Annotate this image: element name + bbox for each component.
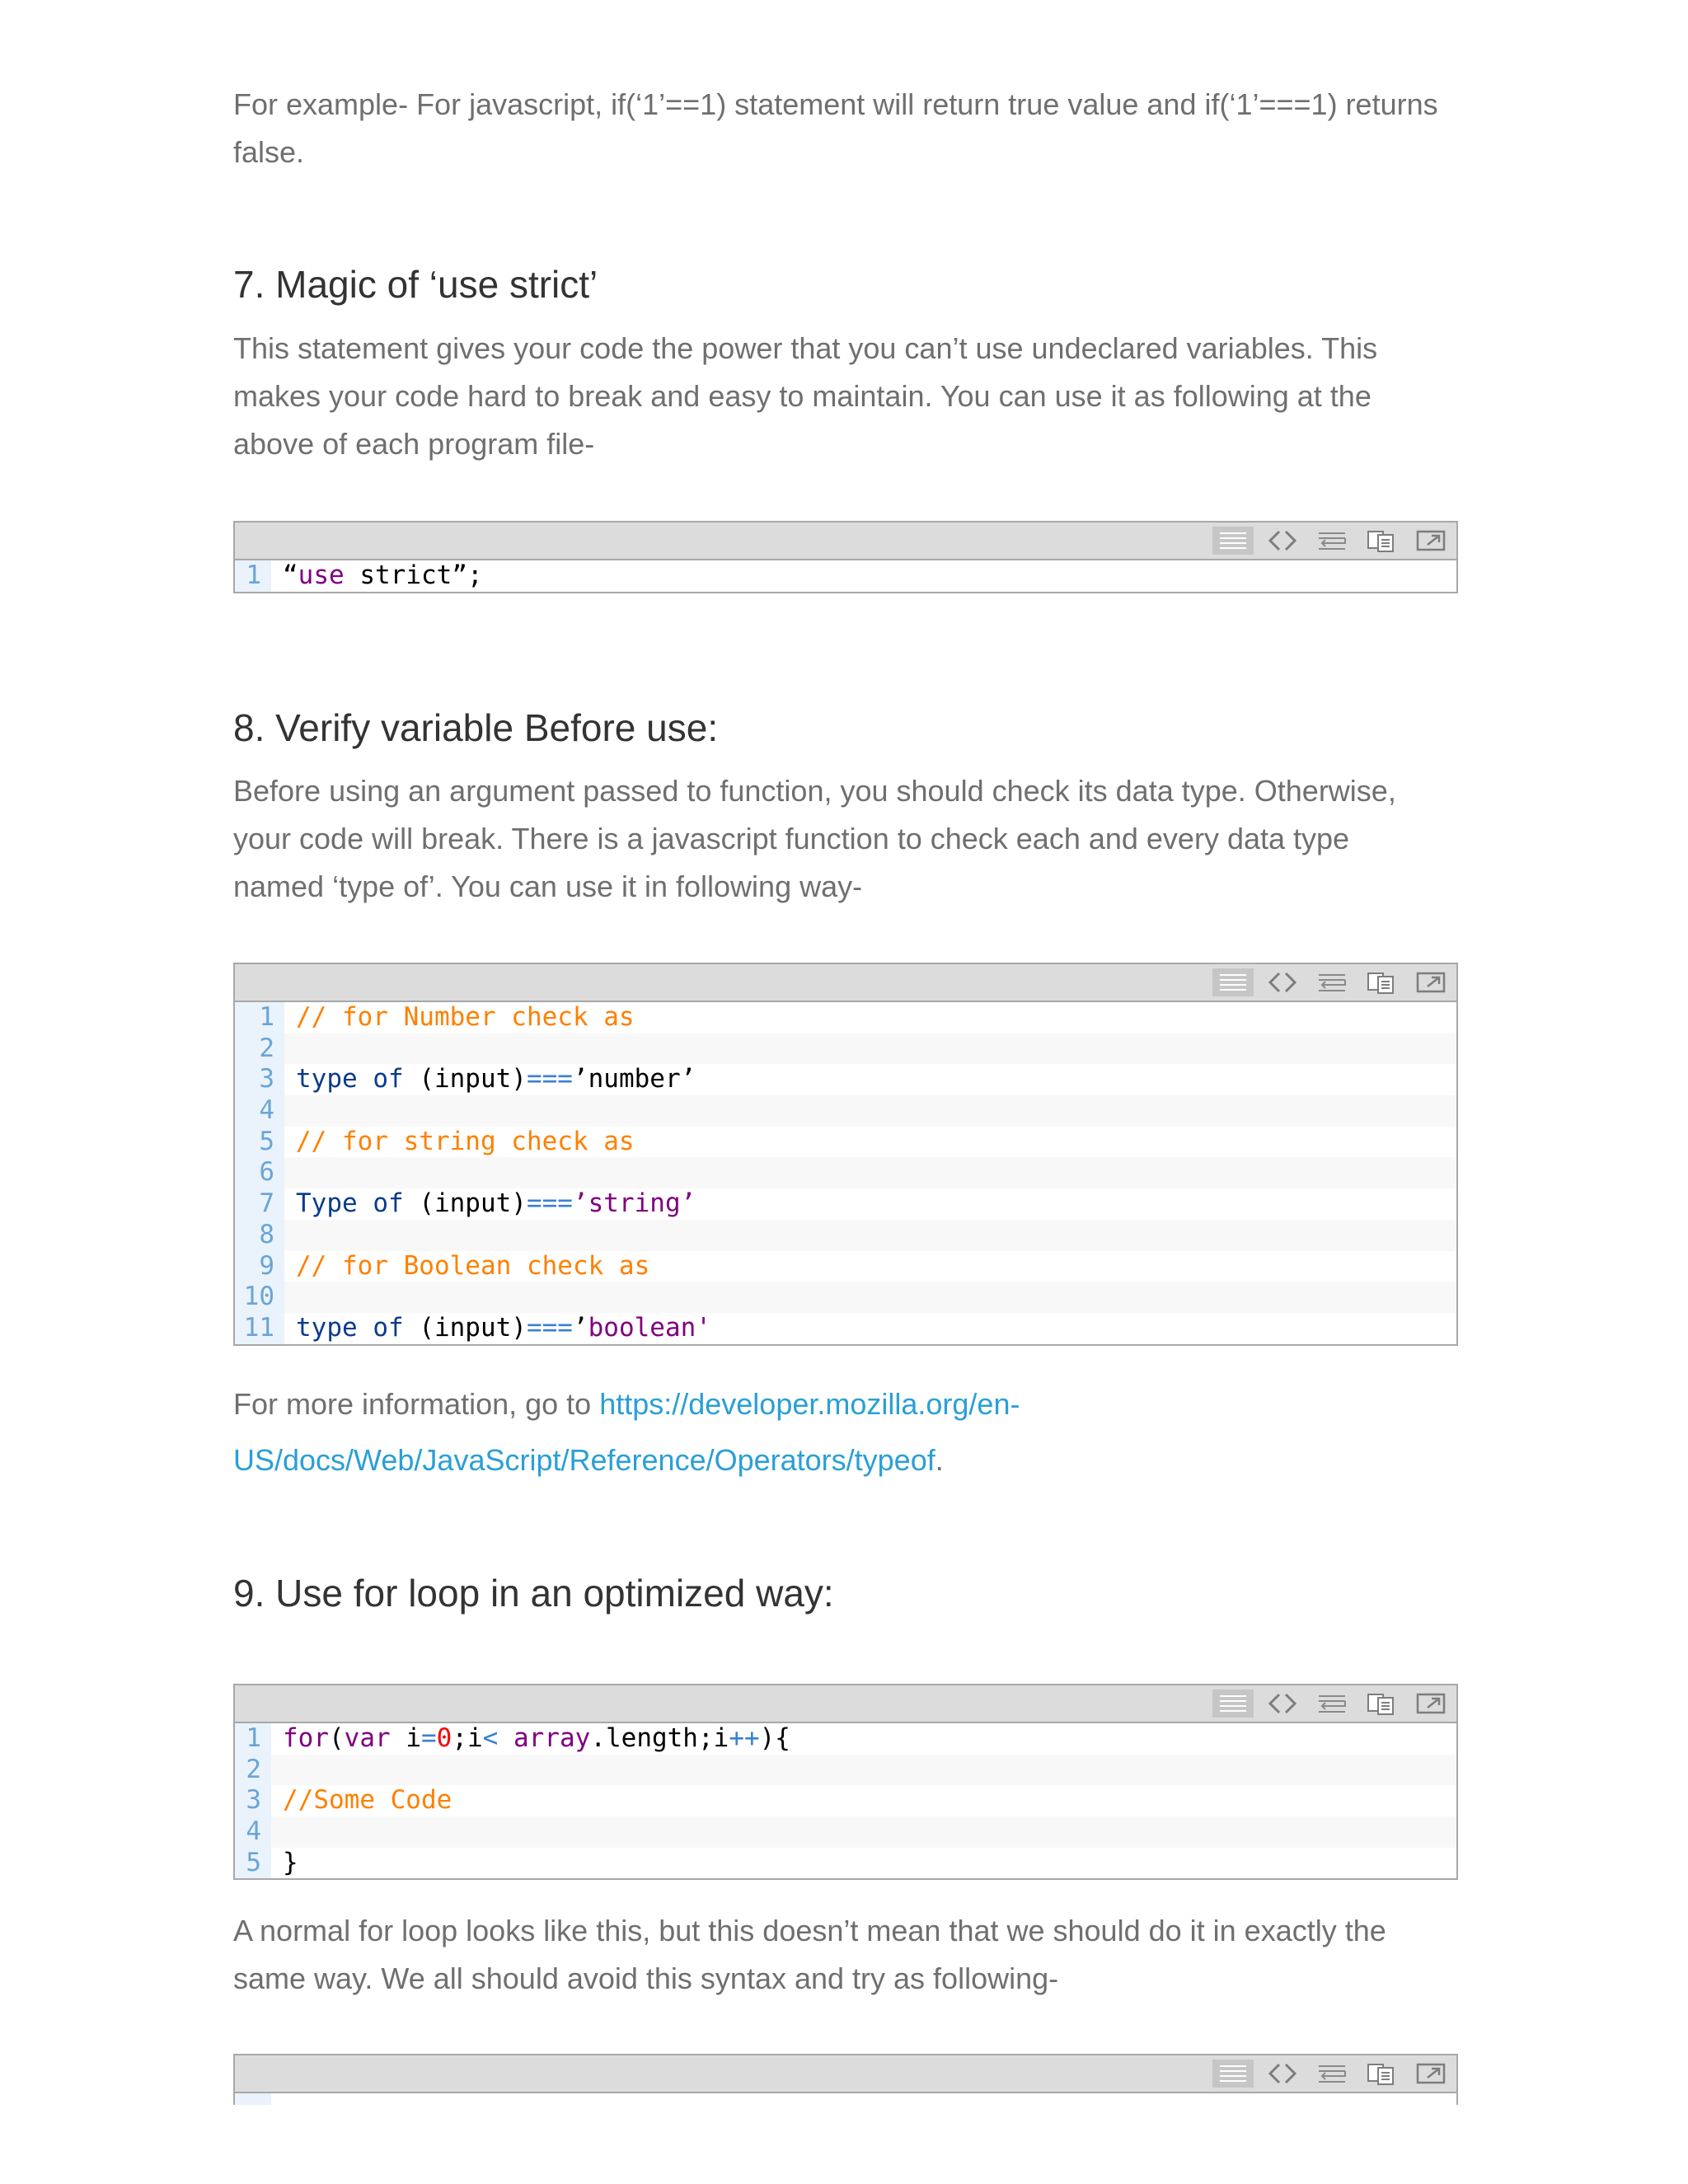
wrap-icon[interactable]	[1311, 2060, 1353, 2088]
code-token: ;i	[452, 1723, 483, 1753]
code-line	[235, 1064, 1456, 1095]
code-line	[235, 1755, 1456, 1786]
more-info-prefix: For more information, go to	[233, 1387, 600, 1421]
highlight-toggle-icon[interactable]	[1262, 968, 1303, 996]
code-toolbar	[235, 523, 1456, 560]
code-block-typeof	[233, 963, 1458, 1346]
code-token: .length;i	[590, 1723, 729, 1753]
mdn-typeof-link-continued[interactable]: US/docs/Web/JavaScript/Reference/Operators/typeof	[233, 1443, 935, 1477]
line-number: 2	[235, 1033, 284, 1065]
copy-icon[interactable]	[1361, 968, 1402, 996]
code-token: type of	[296, 1312, 420, 1343]
code-lines	[235, 1723, 1456, 1878]
line-number: 11	[235, 1313, 284, 1344]
line-number: 1	[235, 1723, 271, 1755]
code-token: ’number’	[572, 1064, 696, 1094]
section-9-after-line: same way. We all should avoid this syntax and try as following-	[233, 1961, 1059, 1995]
code-line	[235, 1282, 1456, 1313]
code-token: type of	[296, 1064, 420, 1094]
code-text	[284, 1064, 696, 1095]
line-number: 1	[235, 560, 271, 592]
code-line	[235, 1723, 1456, 1755]
code-text	[271, 560, 483, 592]
code-text	[271, 1816, 283, 1848]
code-text	[271, 1755, 283, 1786]
code-line	[235, 1251, 1456, 1282]
code-token: =	[421, 1723, 437, 1753]
popup-icon[interactable]	[1410, 2060, 1451, 2088]
popup-icon[interactable]	[1410, 527, 1451, 555]
intro-paragraph	[233, 81, 1458, 176]
line-number: 8	[235, 1220, 284, 1251]
code-text	[271, 1723, 790, 1755]
code-token: array	[498, 1723, 591, 1753]
code-token: ’string’	[572, 1188, 696, 1219]
code-line	[235, 1816, 1456, 1848]
line-number: 9	[235, 1251, 284, 1282]
code-line	[235, 1313, 1456, 1344]
code-text	[284, 1127, 635, 1158]
section-8-title: 8. Verify variable Before use:	[233, 706, 719, 749]
line-number: 5	[235, 1848, 271, 1879]
code-text	[284, 1251, 649, 1282]
code-line	[235, 1848, 1456, 1879]
code-token: ’	[572, 1312, 588, 1343]
code-line	[235, 560, 1456, 592]
line-number: 4	[235, 1095, 284, 1127]
line-number: 10	[235, 1282, 284, 1313]
code-token: ){	[759, 1723, 790, 1753]
code-toolbar-tools	[1212, 2060, 1451, 2088]
intro-line-1: For example- For javascript, if(‘1’==1) statement will return true value and if(‘1’===1) returns	[233, 87, 1438, 121]
line-number: 3	[235, 1064, 284, 1095]
code-line	[235, 1127, 1456, 1158]
code-text	[271, 1848, 298, 1879]
code-token: (input)	[419, 1064, 527, 1094]
line-number: 1	[235, 1002, 284, 1033]
code-token: }	[283, 1847, 298, 1877]
code-token: ===	[526, 1064, 573, 1094]
code-token: (	[329, 1723, 345, 1753]
code-line	[235, 1785, 1456, 1816]
view-source-icon[interactable]	[1212, 1690, 1254, 1718]
view-source-icon[interactable]	[1212, 968, 1254, 996]
section-7-body-line: above of each program file-	[233, 427, 595, 461]
code-token: //Some Code	[283, 1785, 452, 1816]
code-text	[284, 1220, 296, 1251]
section-7-body	[233, 325, 1458, 468]
code-toolbar	[235, 1685, 1456, 1723]
section-7-body-line: This statement gives your code the power that you can’t use undeclared variables. This	[233, 331, 1378, 365]
view-source-icon[interactable]	[1212, 527, 1254, 555]
code-token: “	[283, 560, 298, 590]
section-7-title: 7. Magic of ‘use strict’	[233, 263, 598, 306]
highlight-toggle-icon[interactable]	[1262, 527, 1303, 555]
code-token: // for string check as	[296, 1126, 635, 1156]
code-token: strict”;	[344, 560, 483, 590]
more-info-suffix: .	[935, 1443, 944, 1477]
code-token: // for Boolean check as	[296, 1250, 650, 1281]
code-token: ===	[526, 1188, 573, 1219]
code-line	[235, 1157, 1456, 1188]
section-9	[233, 1568, 1458, 1618]
line-number: 2	[235, 1755, 271, 1786]
code-text	[271, 1785, 452, 1816]
line-number	[235, 2093, 271, 2105]
code-block-for-loop	[233, 1684, 1458, 1880]
view-source-icon[interactable]	[1212, 2060, 1254, 2088]
copy-icon[interactable]	[1361, 527, 1402, 555]
code-token: ===	[526, 1312, 573, 1343]
section-8-body-line: your code will break. There is a javascript function to check each and every data type	[233, 822, 1350, 855]
code-line	[235, 2093, 1456, 2105]
code-block-optimized-loop	[233, 2054, 1458, 2105]
code-text	[284, 1313, 711, 1344]
code-token: for	[283, 1723, 329, 1753]
code-text	[284, 1033, 296, 1065]
code-block-use-strict	[233, 521, 1458, 593]
more-info-paragraph	[233, 1376, 1458, 1488]
section-8-body	[233, 767, 1458, 911]
code-line	[235, 1033, 1456, 1065]
section-9-after	[233, 1907, 1458, 2003]
code-token: Type of	[296, 1188, 420, 1219]
code-line	[235, 1095, 1456, 1127]
intro-line-2: false.	[233, 135, 305, 169]
code-token: 0	[436, 1723, 452, 1753]
code-toolbar-tools	[1212, 968, 1451, 996]
line-number: 7	[235, 1188, 284, 1220]
line-number: 6	[235, 1157, 284, 1188]
code-token: <	[482, 1723, 499, 1753]
code-token: (input)	[419, 1312, 527, 1343]
code-toolbar	[235, 964, 1456, 1002]
code-toolbar	[235, 2055, 1456, 2093]
section-8-body-line: named ‘type of’. You can use it in following way-	[233, 869, 863, 903]
code-text	[284, 1282, 296, 1313]
copy-icon[interactable]	[1361, 1690, 1402, 1718]
popup-icon[interactable]	[1410, 1690, 1451, 1718]
wrap-icon[interactable]	[1311, 527, 1353, 555]
code-text	[284, 1002, 635, 1033]
line-number: 3	[235, 1785, 271, 1816]
code-token: use	[298, 560, 345, 590]
section-8-body-line: Before using an argument passed to function, you should check its data type. Otherwise,	[233, 774, 1396, 808]
code-lines	[235, 2093, 1456, 2105]
highlight-toggle-icon[interactable]	[1262, 1690, 1303, 1718]
code-token: i	[390, 1723, 421, 1753]
code-token: (input)	[419, 1188, 527, 1219]
code-token: var	[344, 1723, 391, 1753]
section-9-after-line: A normal for loop looks like this, but this doesn’t mean that we should do it in exactly the	[233, 1914, 1386, 1947]
code-text	[284, 1188, 696, 1220]
code-lines	[235, 560, 1456, 592]
code-toolbar-tools	[1212, 1690, 1451, 1718]
more-info-line-1	[233, 1376, 1458, 1432]
code-lines	[235, 1002, 1456, 1344]
highlight-toggle-icon[interactable]	[1262, 2060, 1303, 2088]
code-line	[235, 1188, 1456, 1220]
code-line	[235, 1220, 1456, 1251]
code-line	[235, 1002, 1456, 1033]
wrap-icon[interactable]	[1311, 1690, 1353, 1718]
popup-icon[interactable]	[1410, 968, 1451, 996]
section-8	[233, 703, 1458, 752]
code-toolbar-tools	[1212, 527, 1451, 555]
line-number: 5	[235, 1127, 284, 1158]
code-text	[284, 1157, 296, 1188]
more-info-line-2	[233, 1432, 1458, 1488]
mdn-typeof-link[interactable]: https://developer.mozilla.org/en-	[599, 1387, 1020, 1421]
wrap-icon[interactable]	[1311, 968, 1353, 996]
line-number: 4	[235, 1816, 271, 1848]
code-text	[284, 1095, 296, 1127]
copy-icon[interactable]	[1361, 2060, 1402, 2088]
section-7	[233, 260, 1458, 309]
section-7-body-line: makes your code hard to break and easy to maintain. You can use it as following at the	[233, 379, 1372, 413]
code-token: ++	[729, 1723, 760, 1753]
code-token: // for Number check as	[296, 1002, 635, 1032]
section-9-title: 9. Use for loop in an optimized way:	[233, 1572, 834, 1615]
code-token: boolean'	[588, 1312, 711, 1343]
